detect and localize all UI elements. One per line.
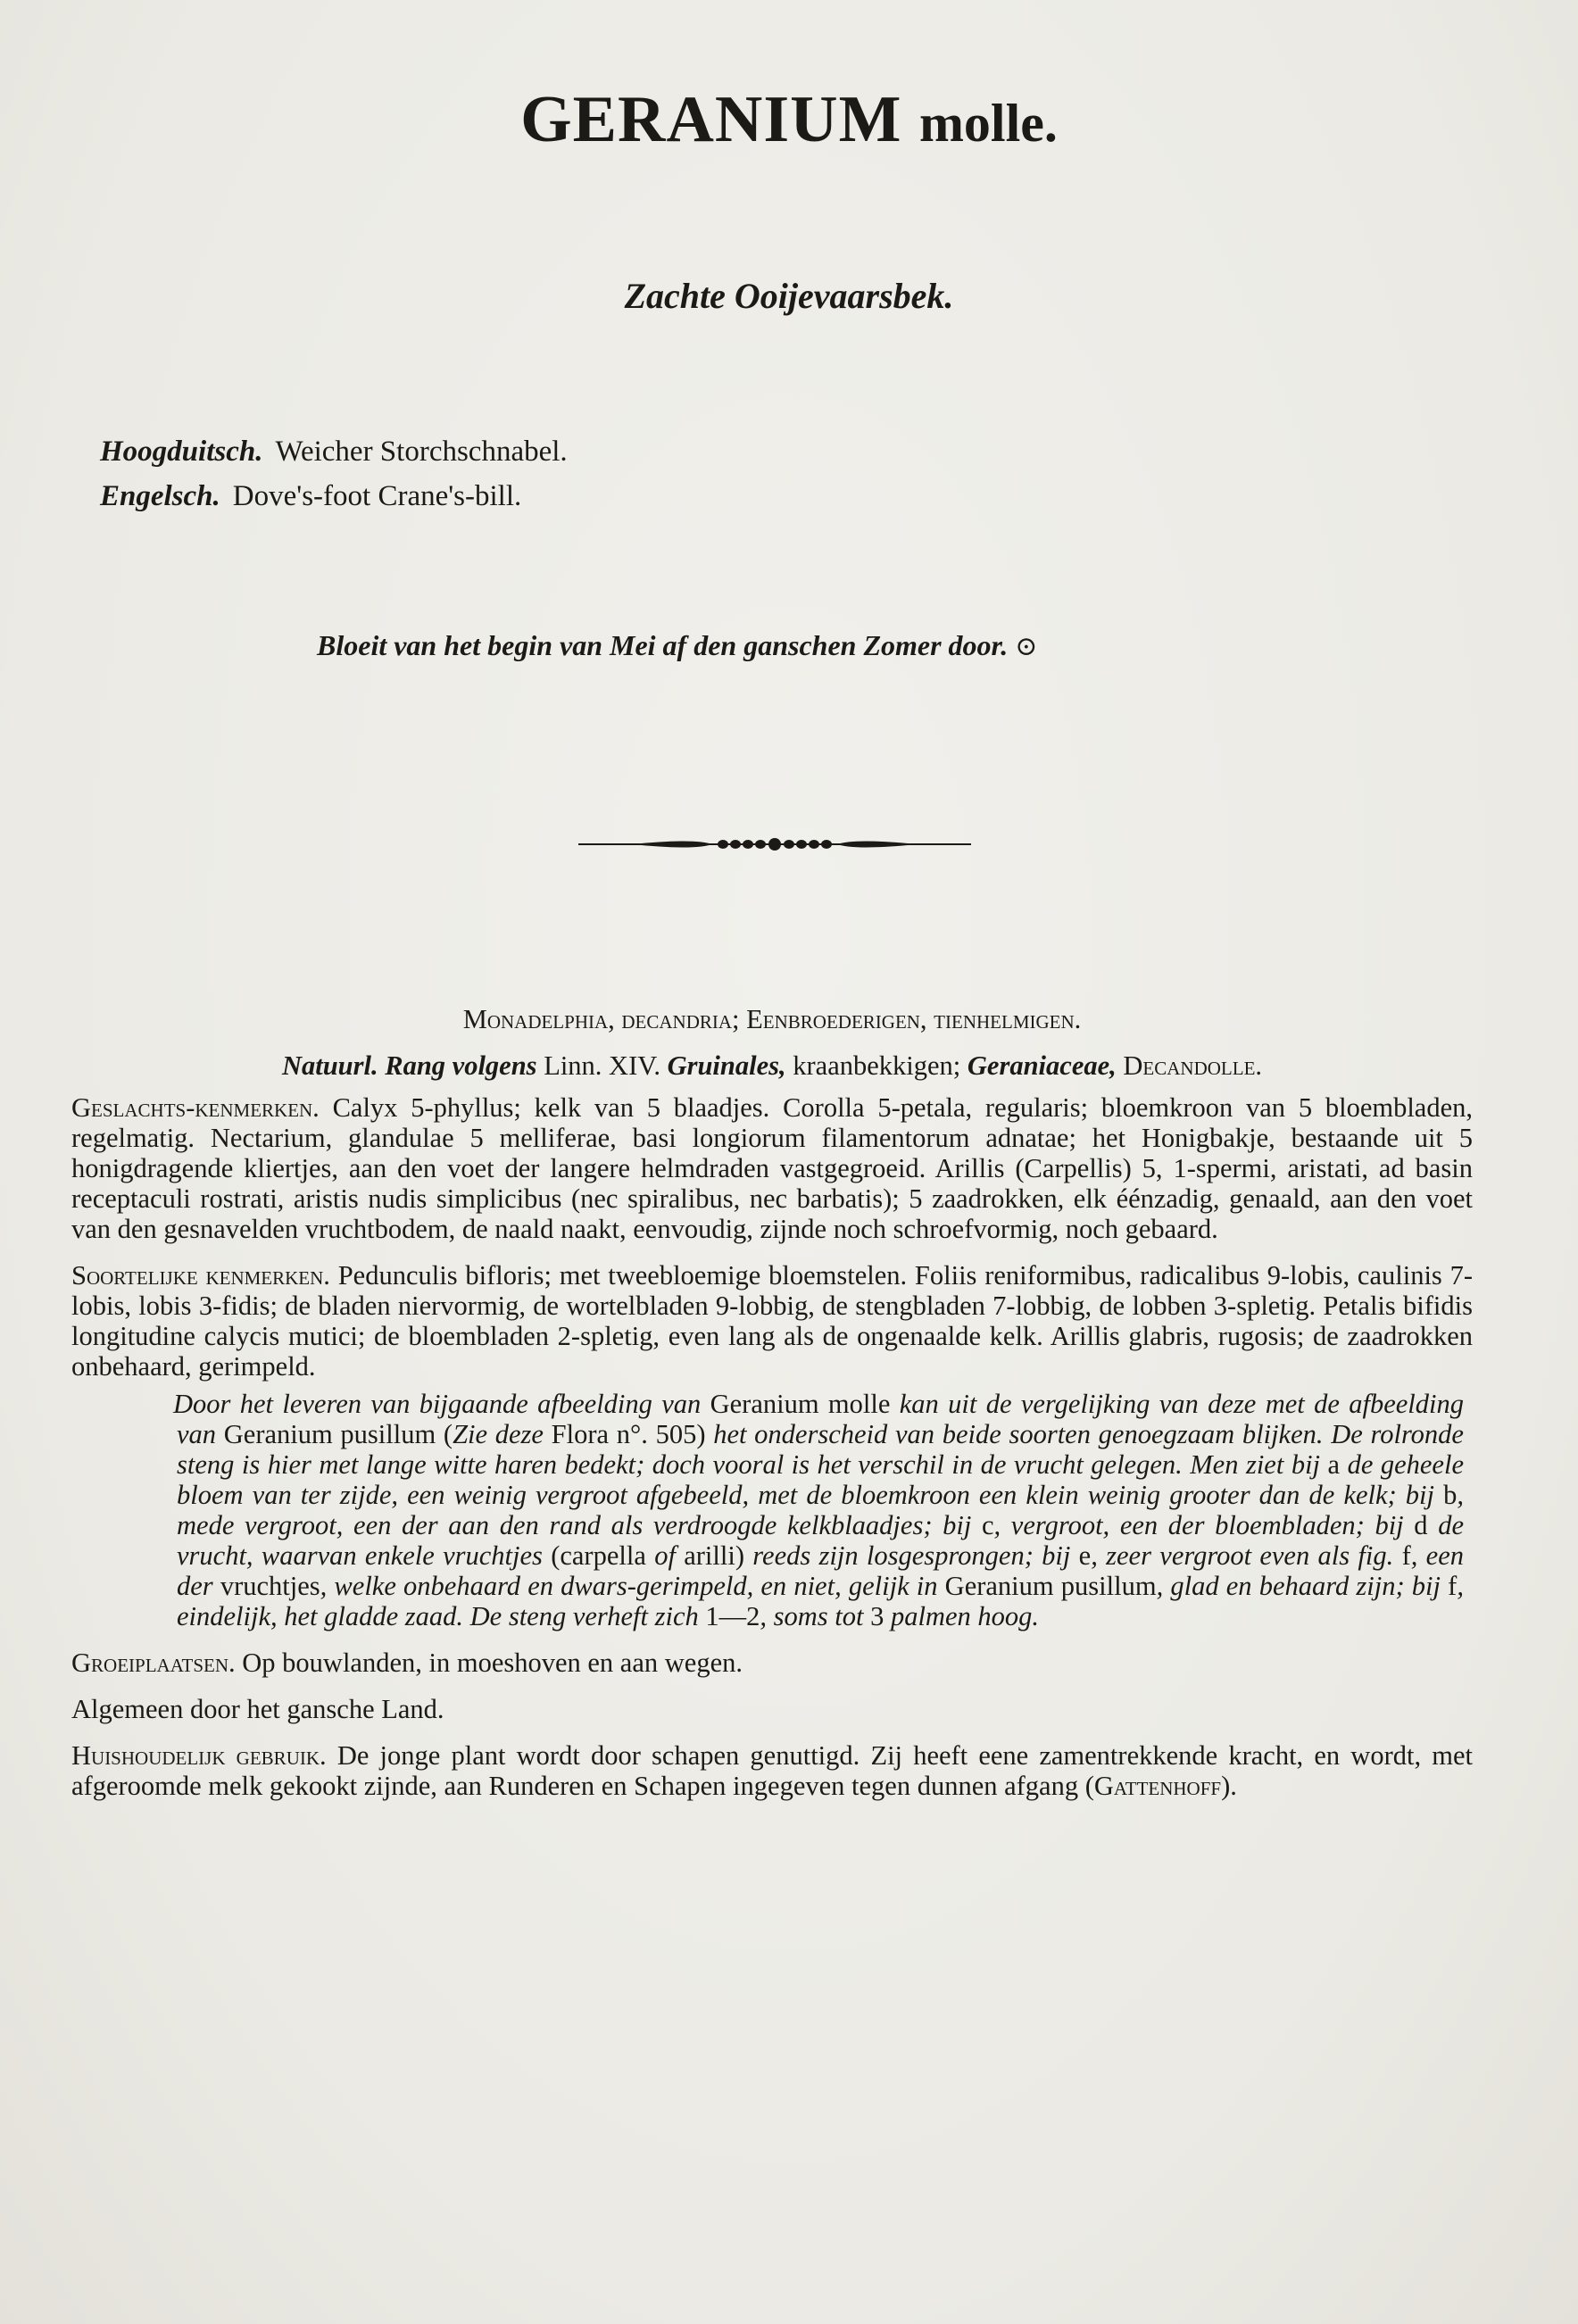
note-text: (: [436, 1419, 453, 1449]
geslachts-kenmerken: [71, 1092, 1473, 1244]
dutch-name: Zachte Ooijevaarsbek.: [624, 276, 954, 316]
note-text: , een der: [177, 1540, 1465, 1601]
note-text: palmen hoog.: [884, 1601, 1039, 1631]
page-title: [0, 82, 1578, 158]
note-text: Geranium pusillum: [223, 1419, 436, 1449]
note-text: , glad en behaard zijn; bij: [1156, 1571, 1449, 1601]
vernacular-lang: Engelsch.: [100, 480, 220, 512]
section-text: Op bouwlanden, in moeshoven en aan wegen.: [242, 1648, 743, 1678]
vernacular-lang: Hoogduitsch.: [100, 436, 263, 468]
rank-label: Natuurl. Rang volgens: [281, 1050, 544, 1081]
note-text: , eindelijk, het gladde zaad. De steng verheft zich: [177, 1571, 1464, 1631]
rank-family: Geraniaceae,: [967, 1050, 1124, 1081]
vernacular-name: Weicher Storchschnabel.: [275, 436, 568, 468]
figure-note: [71, 1389, 1473, 1631]
title-species: molle.: [918, 94, 1058, 153]
classification-text: Monadelphia, decandria; Eenbroederigen, tienhelmigen.: [462, 1004, 1082, 1034]
body-text: [71, 1004, 1473, 1801]
flowering-text: Bloeit van het begin van Mei af den ganschen Zomer door.: [317, 629, 1009, 661]
vernacular-name: Dove's-foot Crane's-bill.: [232, 480, 522, 512]
note-text: d: [1414, 1510, 1428, 1540]
section-label: Soortelijke kenmerken.: [71, 1260, 330, 1291]
note-text: Geranium molle: [710, 1389, 891, 1419]
note-text: f: [1448, 1571, 1458, 1601]
note-text: , zeer vergroot even als fig.: [1091, 1540, 1402, 1571]
section-label: Huishoudelijk gebruik.: [71, 1740, 327, 1771]
note-text: vruchtjes: [220, 1571, 320, 1601]
note-text: , mede vergroot, een der aan den rand als verdroogde kelkblaadjes; bij: [177, 1480, 1464, 1540]
note-text: 3: [870, 1601, 885, 1631]
note-text: kan uit de vergelijking van deze met de afbeelding van: [177, 1389, 1464, 1449]
ornament-divider: [578, 833, 971, 856]
note-text: of: [654, 1540, 676, 1571]
flowering-line: [317, 629, 1037, 662]
author-name: Gattenhoff: [1093, 1771, 1222, 1801]
note-text: 1—2: [705, 1601, 760, 1631]
section-text: Calyx 5-phyllus; kelk van 5 blaadjes. Corolla 5-petala, regularis; bloemkroon van 5 bloembladen, regelmatig. Nectarium, glandulae 5 melliferae, basi longiorum filamentorum adnatae; het Honigbakje, bestaande uit 5 honigdragende kliertjes, aan den voet der langere helmdraden vastgegroeid. Arillis (Carpellis) 5, 1-spermi, aristati, ad basin receptaculi rostrati, aristis nudis simplicibus (nec spiralibus, nec barbatis); 5 zaadrokken, elk éénzadig, genaald, aan den voet van den gesnavelden vruchtbodem, de naald naakt, eenvoudig, zijnde noch schroefvormig, noch gebaard.: [71, 1092, 1473, 1244]
note-text: , vergroot, een der bloembladen; bij: [993, 1510, 1415, 1540]
vernacular-german: [100, 436, 568, 469]
note-text: (carpella: [551, 1540, 655, 1571]
natural-rank-line: [71, 1050, 1473, 1081]
section-end: ).: [1221, 1771, 1237, 1801]
note-text: f: [1401, 1540, 1411, 1571]
note-text: de geheele bloem van ter zijde, een weinig vergroot afgebeeld, met de bloemkroon een klein weinig grooter dan de kelk; bij: [177, 1449, 1464, 1510]
note-text: b: [1443, 1480, 1458, 1510]
note-text: Geranium pusillum: [944, 1571, 1157, 1601]
rank-linn: Linn. XIV.: [544, 1050, 668, 1081]
soortelijke-kenmerken: [71, 1260, 1473, 1382]
note-text: a: [1327, 1449, 1341, 1480]
section-text: Pedunculis bifloris; met tweebloemige bloemstelen. Foliis reniformibus, radicalibus 9-lobis, caulinis 7-lobis, lobis 3-fidis; de bladen niervormig, de wortelbladen 9-lobbig, de stengbladen 7-lobbig, de lobben 3-spletig. Petalis bifidis longitudine calycis mutici; de bloembladen 2-spletig, even lang als de ongenaalde kelk. Arillis glabris, rugosis; de zaadrokken onbehaard, gerimpeld.: [71, 1260, 1473, 1382]
note-text: Zie deze: [453, 1419, 544, 1449]
note-text: , soms tot: [760, 1601, 871, 1631]
section-text: De jonge plant wordt door schapen genuttigd. Zij heeft eene zamentrekkende kracht, en wordt, met afgeroomde melk gekookt zijnde, aan Runderen en Schapen ingegeven tegen dunnen afgang (: [71, 1740, 1473, 1801]
note-text: de vrucht, waarvan enkele vruchtjes: [177, 1510, 1464, 1571]
note-text: reeds zijn losgesprongen; bij: [752, 1540, 1079, 1571]
rank-author: Decandolle.: [1123, 1050, 1263, 1081]
note-text: , welke onbehaard en dwars-gerimpeld, en niet, gelijk in: [320, 1571, 945, 1601]
title-genus: GERANIUM: [520, 83, 902, 156]
algemeen: Algemeen door het gansche Land.: [71, 1694, 444, 1724]
note-text: het onderscheid van beide soorten genoegzaam blijken. De rolronde steng is hier met lange witte haren bedekt; doch vooral is het verschil in de vrucht gelegen. Men ziet bij: [177, 1419, 1464, 1480]
section-label: Groeiplaatsen.: [71, 1648, 236, 1678]
vernacular-english: [100, 480, 521, 513]
groeiplaatsen: [71, 1648, 1473, 1678]
note-text: c: [981, 1510, 994, 1540]
rank-gruinales: Gruinales,: [667, 1050, 793, 1081]
note-text: Flora n°. 505): [543, 1419, 714, 1449]
rank-dutch: kraanbekkigen;: [793, 1050, 968, 1081]
note-text: arilli): [675, 1540, 753, 1571]
note-text: Door het leveren van bijgaande afbeelding van: [173, 1389, 710, 1419]
annual-symbol-icon: ⊙: [1015, 632, 1038, 661]
huishoudelijk-gebruik: [71, 1740, 1473, 1801]
note-text: e: [1078, 1540, 1092, 1571]
section-label: Geslachts-kenmerken.: [71, 1092, 320, 1123]
classification-line: [71, 1004, 1473, 1034]
